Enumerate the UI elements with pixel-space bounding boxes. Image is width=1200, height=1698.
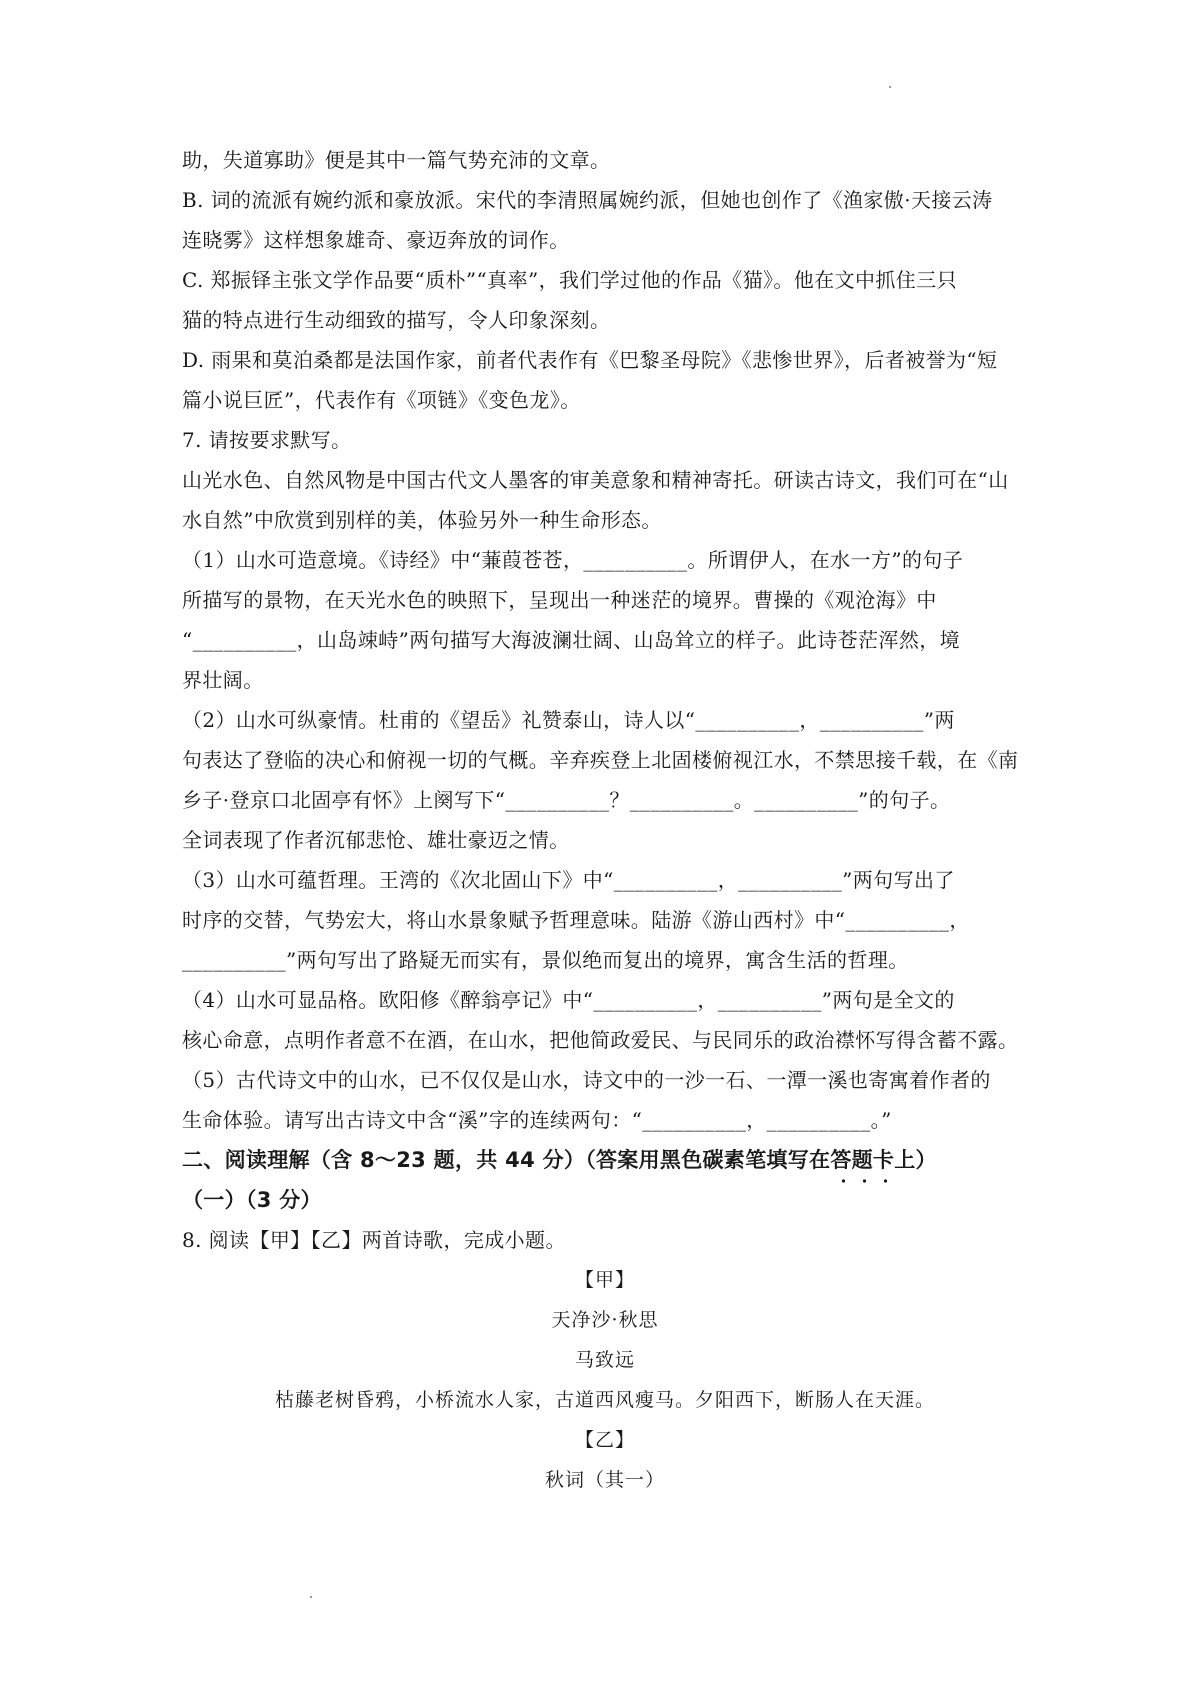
- text-line: __________”两句写出了路疑无而实有，景似绝而复出的境界，寓含生活的哲理。: [182, 948, 909, 972]
- section-title-prefix: 二、阅读理解（含 8～23 题，共 44 分）（答案用黑色碳素笔填写在: [182, 1148, 831, 1172]
- page-content: [182, 140, 1028, 1500]
- text-line: 水自然”中欣赏到别样的美，体验另外一种生命形态。: [182, 508, 662, 532]
- text-line: “__________，山岛竦峙”两句描写大海波澜壮阔、山岛耸立的样子。此诗苍茫浑然，境: [182, 628, 961, 652]
- text-line: 助，失道寡助》便是其中一篇气势充沛的文章。: [182, 148, 611, 172]
- text-line: 乡子·登京口北固亭有怀》上阕写下“__________？__________。__________”的句子。: [182, 788, 951, 812]
- section-title: [182, 1140, 1028, 1180]
- text-line: 时序的交替，气势宏大，将山水景象赋予哲理意味。陆游《游山西村》中“__________，: [182, 908, 970, 932]
- text-line: 山光水色、自然风物是中国古代文人墨客的审美意象和精神寄托。研读古诗文，我们可在“山: [182, 468, 1009, 492]
- subquestion-2-line: （2）山水可纵豪情。杜甫的《望岳》礼赞泰山，诗人以“__________，__________”两: [182, 708, 955, 732]
- text-line: 猫的特点进行生动细致的描写，令人印象深刻。: [182, 308, 611, 332]
- scan-speck: [310, 1596, 312, 1598]
- poem-a-title: 天净沙·秋思: [551, 1309, 659, 1331]
- section-title-emphasis: 答题卡: [830, 1140, 894, 1180]
- subquestion-5-line: （5）古代诗文中的山水，已不仅仅是山水，诗文中的一沙一石、一潭一溪也寄寓着作者的: [182, 1068, 991, 1092]
- section-title-suffix: 上）: [894, 1148, 937, 1172]
- option-c-line: C. 郑振铎主张文学作品要“质朴”“真率”，我们学过他的作品《猫》。他在文中抓住三只: [182, 268, 958, 292]
- poem-a-author: 马致远: [574, 1349, 635, 1371]
- poem-b-title: 秋词（其一）: [544, 1469, 665, 1491]
- scan-speck: [889, 86, 891, 88]
- text-line: 所描写的景物，在天光水色的映照下，呈现出一种迷茫的境界。曹操的《观沧海》中: [182, 588, 937, 612]
- text-line: 篇小说巨匠”，代表作有《项链》《变色龙》。: [182, 388, 581, 412]
- option-b-line: B. 词的流派有婉约派和豪放派。宋代的李清照属婉约派，但她也创作了《渔家傲·天接云涛: [182, 188, 993, 212]
- option-d-line: D. 雨果和莫泊桑都是法国作家，前者代表作有《巴黎圣母院》《悲惨世界》，后者被誉为“短: [182, 348, 998, 372]
- subquestion-4-line: （4）山水可显品格。欧阳修《醉翁亭记》中“__________，__________”两句是全文的: [182, 988, 955, 1012]
- subquestion-1-line: （1）山水可造意境。《诗经》中“蒹葭苍苍，__________。所谓伊人，在水一方”的句子: [182, 548, 964, 572]
- question-8-heading: 8. 阅读【甲】【乙】两首诗歌，完成小题。: [182, 1228, 566, 1252]
- text-line: 句表达了登临的决心和俯视一切的气概。辛弃疾登上北固楼俯视江水，不禁思接千载，在《南: [182, 748, 1019, 772]
- question-7-heading: 7. 请按要求默写。: [182, 428, 352, 452]
- subquestion-3-line: （3）山水可蕴哲理。王湾的《次北固山下》中“__________，__________”两句写出了: [182, 868, 955, 892]
- poem-b-tag: 【乙】: [574, 1429, 635, 1451]
- poem-a-body: 枯藤老树昏鸦，小桥流水人家，古道西风瘦马。夕阳西下，断肠人在天涯。: [274, 1389, 935, 1411]
- text-line: 全词表现了作者沉郁悲怆、雄壮豪迈之情。: [182, 828, 570, 852]
- text-line: 核心命意，点明作者意不在酒，在山水，把他简政爱民、与民同乐的政治襟怀写得含蓄不露。: [182, 1028, 1019, 1052]
- text-line: 生命体验。请写出古诗文中含“溪”字的连续两句：“__________，__________。”: [182, 1108, 892, 1132]
- subsection-title: （一）（3 分）: [182, 1188, 322, 1212]
- text-line: 界壮阔。: [182, 668, 264, 692]
- text-line: 连晓雾》这样想象雄奇、豪迈奔放的词作。: [182, 228, 570, 252]
- poem-a-tag: 【甲】: [574, 1269, 635, 1291]
